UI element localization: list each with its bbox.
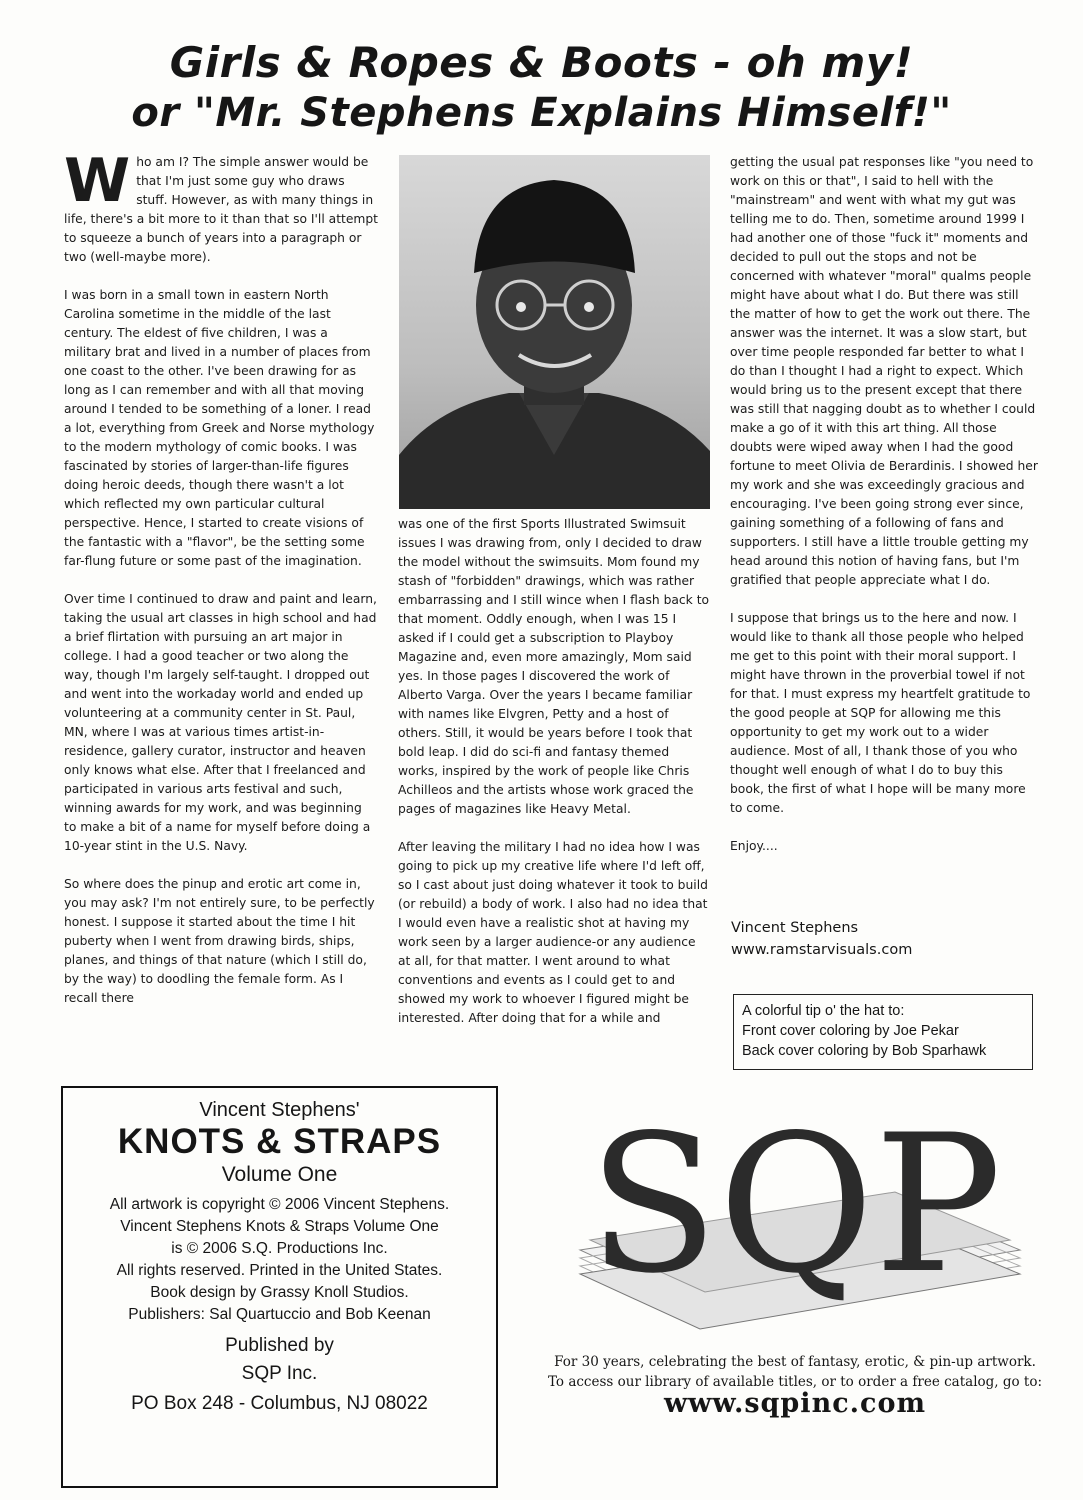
article-paragraph: I suppose that brings us to the here and now. I would like to thank all those people who helped me get to this point with their moral support. I might have thrown in the proverbial towel if not for that. I must express my heartfelt gratitude to the good people at SQP for allowing me this opportunity to get my work out to a wider audience. Most of all, I thank those of you who thought well enough of what I do to buy this book, the first of what I hope will be many more to come. bbox=[730, 611, 1031, 815]
sqp-website-link[interactable]: www.sqpinc.com bbox=[663, 1388, 927, 1419]
article-column-3 bbox=[730, 153, 1040, 875]
colophon-line: All artwork is copyright © 2006 Vincent Stephens. bbox=[109, 1196, 450, 1213]
colophon-line: Book design by Grassy Knoll Studios. bbox=[150, 1284, 409, 1301]
article-paragraph: Over time I continued to draw and paint and learn, taking the usual art classes in high school and had a brief flirtation with pursuing an art major in college. I had a good teacher or two along the way, though I'm largely self-taught. I dropped out and went into the workaday world and ended up volunteering at a community center in St. Paul, MN, where I was at various times artist-in-residence, gallery curator, instructor and heaven only knows what else. After that I freelanced and participated in various arts festival and such, winning awards for my work, and was beginning to make a bit of a name for myself before doing a 10-year stint in the U.S. Navy. bbox=[64, 592, 377, 853]
credits-box bbox=[733, 994, 1033, 1070]
publisher-address: PO Box 248 - Columbus, NJ 08022 bbox=[131, 1393, 428, 1414]
signature-name: Vincent Stephens bbox=[731, 920, 859, 936]
colophon-box bbox=[61, 1086, 498, 1488]
drop-cap: W bbox=[64, 146, 131, 216]
colophon-line: Publishers: Sal Quartuccio and Bob Keenan bbox=[128, 1306, 431, 1323]
colophon-line: is © 2006 S.Q. Productions Inc. bbox=[171, 1240, 388, 1257]
colophon-line: All rights reserved. Printed in the United States. bbox=[116, 1262, 443, 1279]
article-paragraph: So where does the pinup and erotic art come in, you may ask? I'm not entirely sure, to be perfectly honest. I suppose it started about the time I hit puberty when I went from drawing birds, ships, planes, and things of that nature (which I still do, by the way) to doodling the female form. As I recall there bbox=[64, 877, 375, 1005]
credits-line: Front cover coloring by Joe Pekar bbox=[742, 1023, 959, 1039]
colophon-title: KNOTS & STRAPS bbox=[117, 1122, 442, 1161]
headline-line-1: Girls & Ropes & Boots - oh my! bbox=[169, 38, 914, 87]
article-paragraph: getting the usual pat responses like "you need to work on this or that", I said to hell with the "mainstream" and went with what my gut was telling me to do. Then, sometime around 1999 I had another one of those "fuck it" moments and decided to pull out the stops and not be concerned with whatever "moral" qualms people might have about what I do. But there was still the matter of how to get the work out there. The answer was the internet. It was a slow start, but over time people responded far better to what I do than I thought I had a right to expect. Which would bring us to the present except that there was still that nagging doubt as to whether I could make a go of it with this art thing. All those doubts were wiped away when I had the good fortune to meet Olivia de Berardinis. I showed her my work and she was exceedingly gracious and encouraging. I've been going strong ever since, gaining something of a following of fans and supporters. I still have a little trouble getting my head around this notion of having fans, but I'm gratified that people appreciate what I do. bbox=[730, 155, 1038, 587]
colophon-author: Vincent Stephens' bbox=[199, 1099, 360, 1121]
signature-url: www.ramstarvisuals.com bbox=[731, 942, 913, 958]
publisher-name: SQP Inc. bbox=[241, 1363, 318, 1384]
sqp-tagline-line: For 30 years, celebrating the best of fantasy, erotic, & pin-up artwork. bbox=[554, 1354, 1036, 1370]
article-column-1 bbox=[64, 146, 379, 1027]
article-paragraph: Enjoy.... bbox=[730, 839, 778, 853]
article-column-2 bbox=[398, 515, 710, 1047]
sqp-tagline bbox=[515, 1352, 1075, 1392]
sqp-logo bbox=[560, 1100, 1030, 1350]
colophon-line: Vincent Stephens Knots & Straps Volume One bbox=[120, 1218, 439, 1235]
author-photo bbox=[399, 155, 710, 509]
sqp-tagline-line: To access our library of available titles, or to order a free catalog, go to: bbox=[547, 1374, 1043, 1390]
published-by-label: Published by bbox=[225, 1335, 334, 1356]
sqp-logo-text: SQP bbox=[588, 1100, 1002, 1315]
article-paragraph: Who am I? The simple answer would be that I'm just some guy who draws stuff. However, as with many things in life, there's a bit more to it than that so I'll attempt to squeeze a bunch of years into a paragraph or two (well-maybe more). bbox=[64, 146, 379, 264]
article-paragraph: After leaving the military I had no idea how I was going to pick up my creative life where I'd left off, so I cast about just doing whatever it took to build (or rebuild) a body of work. I also had no idea that I would even have a realistic shot at having my work seen by a larger audience-or any audience at all, for that matter. I went around to what conventions and events as I could get to and showed my work to whoever I figured might be interested. After doing that for a while and bbox=[398, 840, 708, 1025]
credits-line: Back cover coloring by Bob Sparhawk bbox=[742, 1043, 987, 1059]
colophon-volume: Volume One bbox=[221, 1163, 338, 1186]
article-paragraph: I was born in a small town in eastern North Carolina sometime in the middle of the last century. The eldest of five children, I was a military brat and lived in a number of places from one coast to the other. I've been drawing for as long as I can remember and with all that moving around I tended to be something of a loner. I read a lot, everything from Greek and Norse mythology to the modern mythology of comic books. I was fascinated by stories of larger-than-life figures doing heroic deeds, though there wasn't a lot which reflected my own particular cultural perspective. Hence, I started to create visions of the fantastic with a "flavor", be the setting some far-flung future or some past of the imagination. bbox=[64, 288, 375, 568]
headline-line-2: or "Mr. Stephens Explains Himself!" bbox=[131, 90, 952, 136]
credits-line: A colorful tip o' the hat to: bbox=[742, 1003, 905, 1019]
article-paragraph: was one of the first Sports Illustrated Swimsuit issues I was drawing from, only I decided to draw the model without the swimsuits. Mom found my stash of "forbidden" drawings, which was rather embarrassing and I still wince when I flash back to that moment. Oddly enough, when I was 15 I asked if I could get a subscription to Playboy Magazine and, even more amazingly, Mom said yes. In those pages I discovered the work of Alberto Varga. Over the years I became familiar with names like Elvgren, Petty and a host of others. Still, it would be years before I took that bold leap. I did do sci-fi and fantasy themed works, inspired by the work of people like Chris Achilleos and the artists whose work graced the pages of magazines like Heavy Metal. bbox=[398, 517, 710, 816]
